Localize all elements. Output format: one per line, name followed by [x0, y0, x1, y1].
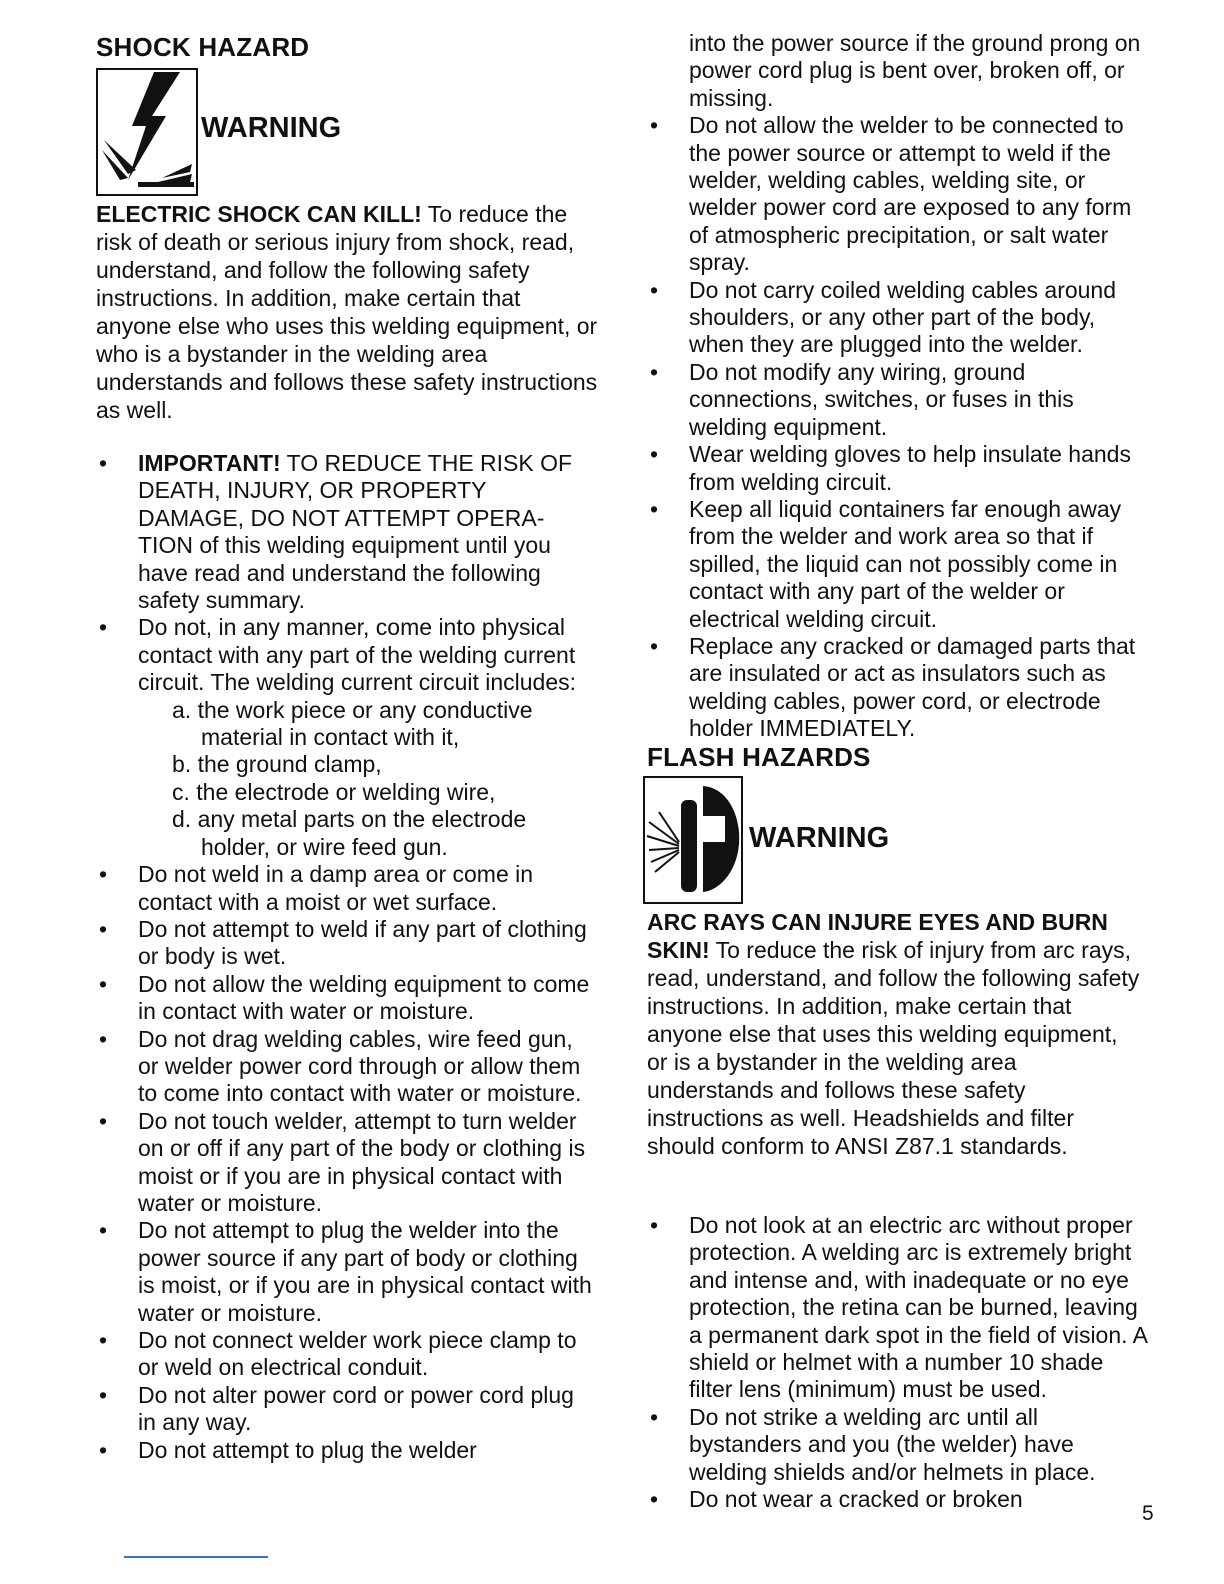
list-item	[647, 1486, 1147, 1513]
bullet-dot: •	[649, 441, 659, 468]
bullet-dot: •	[98, 1327, 108, 1353]
list-item-text: Do not wear a cracked or broken	[689, 1486, 1023, 1513]
list-item-text: Replace any cracked or damaged parts that are insulated or act as insulators such as welding cables, power cord, or electrode holder IMMEDIATELY.	[689, 632, 1136, 742]
bullet-dot: •	[649, 632, 659, 659]
list-item	[647, 1212, 1147, 1404]
bullet-dot: •	[649, 1486, 659, 1513]
list-item-text: Do not look at an electric arc without proper protection. A welding arc is extremely bright and intense and, with inadequate or no eye protection, the retina can be burned, leaving a permanent dark spot in the field of vision. A shield or helmet with a number 10 shade filter lens (minimum) must be used.	[689, 1212, 1147, 1403]
circuit-part: c. the electrode or welding wire,	[172, 778, 496, 805]
list-item-text: Do not carry coiled welding cables around shoulders, or any other part of the body, when they are plugged into the welder.	[689, 276, 1117, 358]
list-item-text: Do not connect welder work piece clamp to or weld on electrical conduit.	[138, 1327, 577, 1381]
list-item	[96, 1217, 596, 1327]
bullet-dot: •	[98, 1107, 108, 1134]
list-item	[647, 441, 1142, 496]
list-item	[96, 450, 596, 614]
circuit-part: a. the work piece or any conductive material in contact with it,	[172, 696, 533, 751]
shock-bullet-list	[96, 450, 596, 1464]
bullet-dot: •	[98, 1025, 108, 1052]
shock-intro-bold: ELECTRIC SHOCK CAN KILL!	[96, 201, 422, 227]
list-item	[647, 30, 1142, 112]
bullet-dot: •	[98, 450, 108, 476]
circuit-parts-list	[138, 697, 596, 861]
bullet-dot: •	[649, 112, 659, 139]
list-item-text: Do not strike a welding arc until all bystanders and you (the welder) have welding shields and/or helmets in place.	[689, 1403, 1096, 1485]
bullet-dot: •	[98, 970, 108, 997]
shock-intro-text: To reduce the risk of death or serious injury from shock, read, understand, and follow the following safety instructions. In addition, make certain that anyone else who uses this welding equipment, or who is a bystander in the welding area understands and follows these safety instructions as well.	[96, 201, 598, 423]
bullet-dot: •	[98, 1381, 108, 1408]
important-bold: IMPORTANT!	[138, 450, 281, 476]
list-item-text: Do not allow the welding equipment to come in contact with water or moisture.	[138, 970, 590, 1025]
bullet-dot: •	[98, 614, 108, 641]
flash-bullet-list	[647, 1212, 1147, 1513]
shock-intro	[96, 200, 601, 424]
bullet-dot: •	[649, 1403, 659, 1430]
bullet-dot: •	[649, 276, 659, 303]
list-item	[96, 1108, 596, 1218]
flash-hazards-title: FLASH HAZARDS	[647, 742, 871, 772]
list-item-text: Wear welding gloves to help insulate hands from welding circuit.	[689, 441, 1131, 495]
lightning-bolt-icon	[98, 70, 196, 194]
flash-intro-bold: ARC RAYS CAN INJURE EYES AND BURN SKIN!	[647, 909, 1108, 963]
list-item	[96, 1437, 596, 1464]
list-item-text: Do not attempt to plug the welder into the power source if any part of body or clothing is moist, or if you are in physical contact with water or moisture.	[138, 1217, 592, 1326]
list-item-text: Do not alter power cord or power cord plug in any way.	[138, 1381, 574, 1436]
contact-text: Do not, in any manner, come into physical contact with any part of the welding current circuit. The welding current circuit includes:	[138, 614, 577, 696]
list-item	[647, 112, 1142, 276]
list-item	[647, 277, 1142, 359]
list-item	[96, 1026, 596, 1108]
list-item	[96, 1382, 596, 1437]
list-item-text: Do not drag welding cables, wire feed gun, or welder power cord through or allow them to come into contact with water or moisture.	[138, 1025, 582, 1107]
list-item	[96, 614, 596, 861]
shock-warning-icon	[96, 68, 198, 196]
bullet-dot: •	[98, 861, 108, 888]
bullet-dot: •	[649, 358, 659, 385]
list-item-text: Do not attempt to weld if any part of clothing or body is wet.	[138, 915, 587, 970]
list-item-text: Do not touch welder, attempt to turn welder on or off if any part of the body or clothing is moist or if you are in physical contact with water or moisture.	[138, 1107, 586, 1216]
page-number: 5	[1142, 1502, 1154, 1525]
bullet-dot: •	[98, 915, 108, 942]
list-item	[647, 1404, 1147, 1486]
list-item	[647, 496, 1142, 633]
flash-intro-text: To reduce the risk of injury from arc rays, read, understand, and follow the following safety instructions. In addition, make certain that anyone else that uses this welding equipment, or is a bystander in the welding area understands and follows these safety instructions as well. Headshields and filter should conform to ANSI Z87.1 standards.	[647, 937, 1140, 1159]
bullet-dot: •	[649, 1212, 659, 1238]
list-item	[647, 359, 1142, 441]
bullet-dot: •	[98, 1217, 108, 1244]
bullet-dot: •	[649, 495, 659, 522]
shock-hazard-title: SHOCK HAZARD	[96, 32, 310, 62]
shock-warning-label: WARNING	[201, 112, 342, 144]
list-item	[96, 916, 596, 971]
flash-intro	[647, 908, 1142, 1160]
list-item-text: Do not modify any wiring, ground connections, switches, or fuses in this welding equipment.	[689, 358, 1074, 440]
flash-warning-label: WARNING	[749, 822, 890, 854]
circuit-part: b. the ground clamp,	[172, 751, 382, 778]
list-item	[647, 633, 1142, 743]
list-item-text: Keep all liquid containers far enough away from the welder and work area so that if spilled, the liquid can not possibly come in contact with any part of the welder or electrical welding circuit.	[689, 495, 1122, 632]
important-text: TO REDUCE THE RISK OF DEATH, INJURY, OR PROPERTY DAMAGE, DO NOT ATTEMPT OPERA-TION of this welding equipment until you have read and understand the following safety summary.	[138, 450, 573, 614]
shock-bullet-list-continued	[647, 30, 1142, 743]
list-item	[96, 971, 596, 1026]
scan-divider	[124, 1556, 268, 1558]
flash-warning-icon	[643, 776, 743, 904]
list-item	[96, 1327, 596, 1382]
list-item-text: Do not attempt to plug the welder	[138, 1436, 477, 1463]
bullet-dot: •	[98, 1436, 108, 1463]
continued-text: into the power source if the ground prong on power cord plug is bent over, broken off, or missing.	[689, 30, 1141, 111]
welding-helmet-icon	[645, 778, 741, 902]
circuit-part: d. any metal parts on the electrode holder, or wire feed gun.	[172, 806, 527, 860]
list-item	[96, 861, 596, 916]
list-item-text: Do not allow the welder to be connected to the power source or attempt to weld if the welder, welding cables, welding site, or welder power cord are exposed to any form of atmospheric precipitation, or salt water spray.	[689, 112, 1132, 276]
list-item-text: Do not weld in a damp area or come in contact with a moist or wet surface.	[138, 861, 534, 915]
